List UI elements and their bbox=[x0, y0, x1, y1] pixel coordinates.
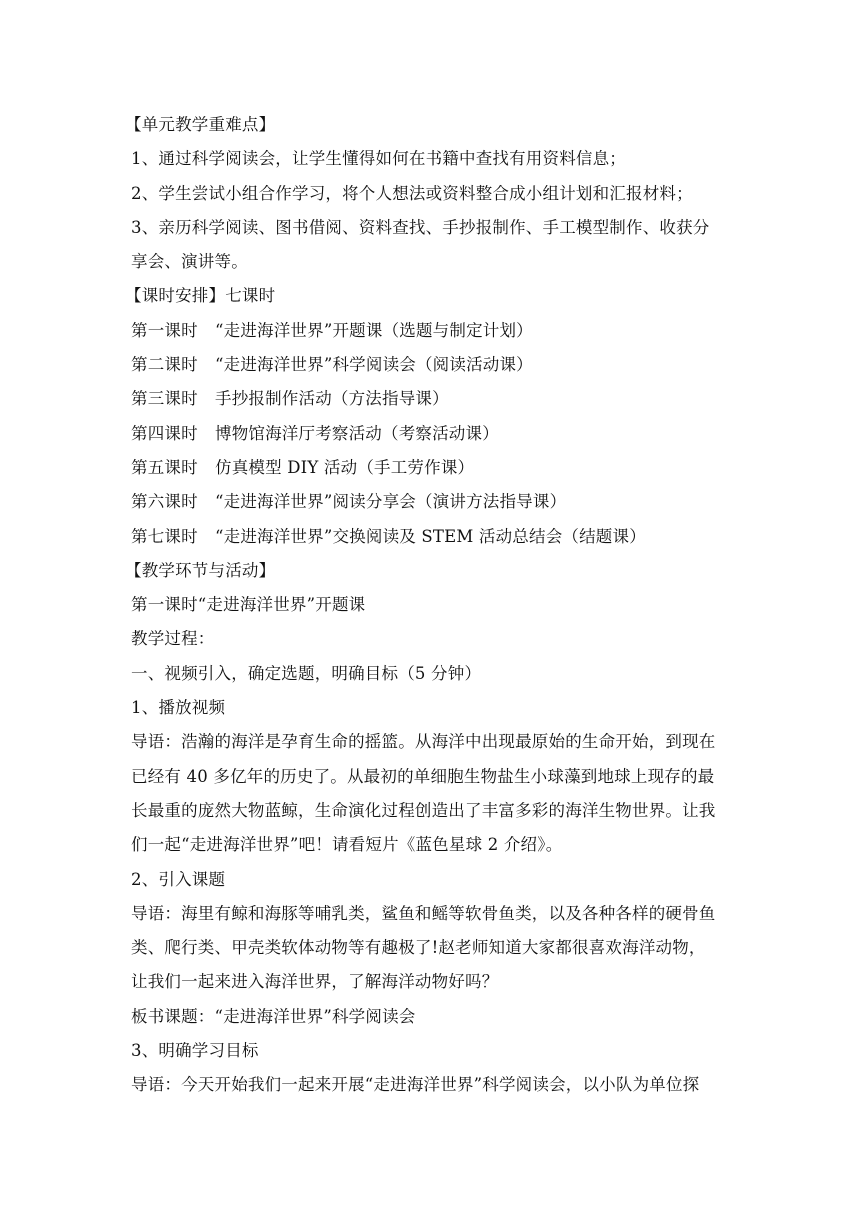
lesson-number: 第四课时 bbox=[131, 423, 198, 443]
sub2-paragraph-line: 让我们一起来进入海洋世界，了解海洋动物好吗？ bbox=[131, 972, 499, 992]
sub2-paragraph-line: 导语：海里有鲸和海豚等哺乳类，鲨鱼和鳐等软骨鱼类，以及各种各样的硬骨鱼 bbox=[131, 903, 716, 923]
sub2-paragraph-line: 类、爬行类、甲壳类软体动物等有趣极了!赵老师知道大家都很喜欢海洋动物， bbox=[131, 938, 706, 958]
lesson-title: 仿真模型 DIY 活动（手工劳作课） bbox=[215, 457, 475, 477]
section-heading-difficulties: 【单元教学重难点】 bbox=[125, 115, 276, 134]
lesson-title: 手抄报制作活动（方法指导课） bbox=[215, 389, 449, 409]
lesson1-title: 第一课时“走进海洋世界”开题课 bbox=[131, 595, 366, 615]
lesson-row-7 bbox=[131, 520, 736, 554]
lesson-number: 第七课时 bbox=[131, 526, 198, 546]
lesson-title: “走进海洋世界”交换阅读及 STEM 活动总结会（结题课） bbox=[215, 526, 646, 546]
lesson-row-4 bbox=[131, 417, 736, 451]
sub2-heading: 2、引入课题 bbox=[131, 869, 226, 889]
section-heading-schedule: 【课时安排】七课时 bbox=[125, 286, 276, 306]
lesson-number: 第二课时 bbox=[131, 355, 198, 375]
lesson-title: 博物馆海洋厅考察活动（考察活动课） bbox=[215, 423, 499, 443]
difficulty-item-3: 3、亲历科学阅读、图书借阅、资料查找、手抄报制作、手工模型制作、收获分 bbox=[131, 217, 710, 237]
lesson-row-2 bbox=[131, 348, 736, 382]
step1-heading: 一、视频引入，确定选题，明确目标（5 分钟） bbox=[131, 663, 482, 683]
lesson-number: 第五课时 bbox=[131, 457, 198, 477]
section-heading-activities: 【教学环节与活动】 bbox=[125, 560, 276, 580]
board-title: 板书课题：“走进海洋世界”科学阅读会 bbox=[131, 1006, 416, 1026]
sub3-heading: 3、明确学习目标 bbox=[131, 1041, 259, 1061]
sub1-paragraph-line: 导语：浩瀚的海洋是孕育生命的摇篮。从海洋中出现最原始的生命开始，到现在 bbox=[131, 732, 716, 752]
lesson-number: 第一课时 bbox=[131, 320, 198, 340]
lesson-number: 第三课时 bbox=[131, 389, 198, 409]
lesson-row-6 bbox=[131, 485, 736, 519]
lesson-row-5 bbox=[131, 451, 736, 485]
lesson-title: “走进海洋世界”阅读分享会（演讲方法指导课） bbox=[215, 492, 567, 512]
document-page bbox=[125, 108, 736, 1103]
lesson-title: “走进海洋世界”科学阅读会（阅读活动课） bbox=[215, 355, 533, 375]
lesson-row-3 bbox=[131, 382, 736, 416]
lesson-title: “走进海洋世界”开题课（选题与制定计划） bbox=[215, 320, 533, 340]
lesson-row-1 bbox=[131, 314, 736, 348]
difficulty-item-3-cont: 享会、演讲等。 bbox=[131, 252, 248, 272]
sub1-paragraph-line: 已经有 40 多亿年的历史了。从最初的单细胞生物盐生小球藻到地球上现存的最 bbox=[131, 766, 715, 786]
difficulty-item-2: 2、学生尝试小组合作学习，将个人想法或资料整合成小组计划和汇报材料； bbox=[131, 183, 693, 203]
sub3-paragraph-line: 导语：今天开始我们一起来开展“走进海洋世界”科学阅读会，以小队为单位探 bbox=[131, 1075, 700, 1095]
process-label: 教学过程： bbox=[131, 629, 215, 649]
sub1-paragraph-line: 长最重的庞然大物蓝鲸，生命演化过程创造出了丰富多彩的海洋生物世界。让我 bbox=[131, 800, 716, 820]
sub1-paragraph-line: 们一起“走进海洋世界”吧！请看短片《蓝色星球 2 介绍》。 bbox=[131, 835, 563, 855]
lesson-number: 第六课时 bbox=[131, 492, 198, 512]
difficulty-item-1: 1、通过科学阅读会，让学生懂得如何在书籍中查找有用资料信息； bbox=[131, 149, 626, 169]
sub1-heading: 1、播放视频 bbox=[131, 698, 226, 718]
